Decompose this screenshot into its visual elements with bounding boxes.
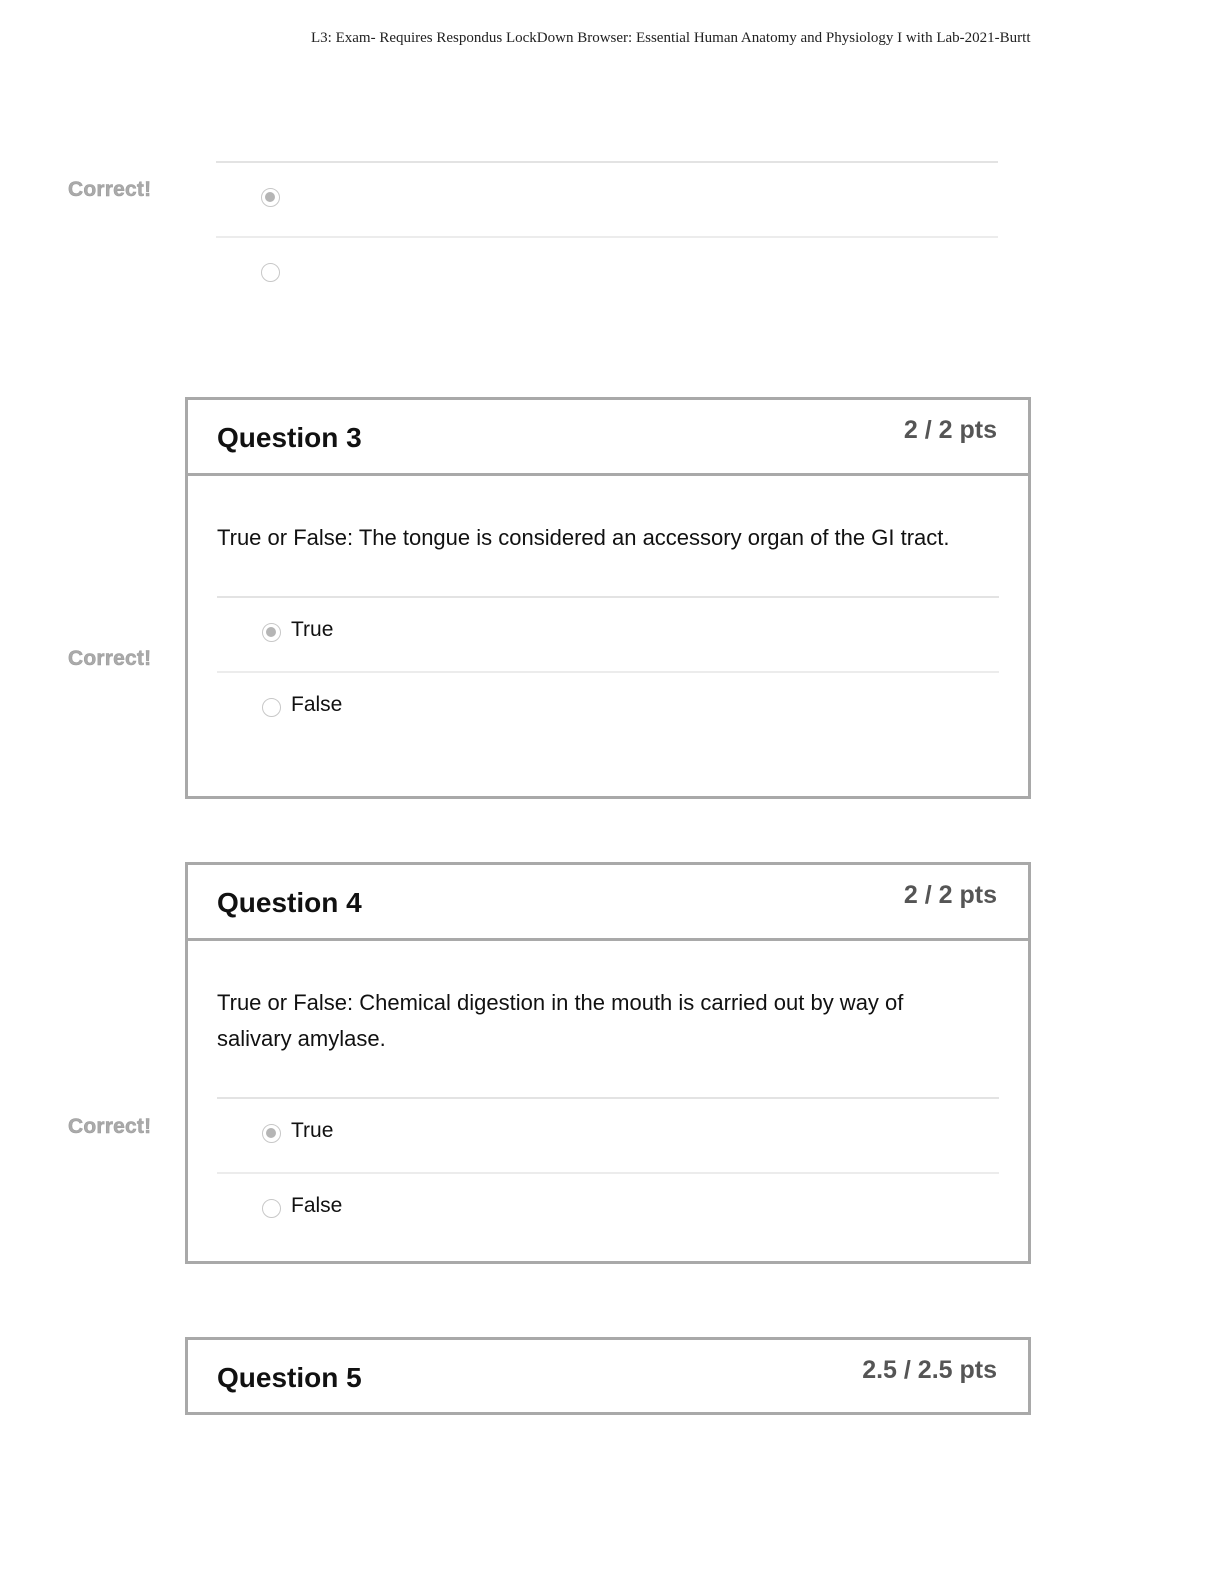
question-header	[188, 865, 1028, 941]
answer-label: False	[291, 1194, 343, 1217]
question-text: True or False: Chemical digestion in the mouth is carried out by way of salivary amylase.	[217, 990, 904, 1051]
radio-unselected-icon[interactable]	[262, 1199, 281, 1218]
answer-option-false[interactable]	[217, 1172, 999, 1247]
question-title: Question 5	[217, 1362, 362, 1393]
question-text: True or False: The tongue is considered an accessory organ of the GI tract.	[217, 525, 950, 550]
page-header-title: L3: Exam- Requires Respondus LockDown Browser: Essential Human Anatomy and Physiology I with Lab-2021-Burtt	[311, 30, 1031, 46]
question-points: 2.5 / 2.5 pts	[862, 1356, 997, 1384]
question-points: 2 / 2 pts	[903, 881, 997, 909]
answer-label: True	[291, 618, 334, 641]
answer-option-true[interactable]	[217, 1097, 999, 1172]
question-card-3	[185, 397, 1031, 799]
answer-label: True	[291, 1119, 334, 1142]
question-title: Question 4	[217, 887, 362, 918]
question-card-4	[185, 862, 1031, 1264]
question-card-5	[185, 1337, 1031, 1415]
radio-selected-icon[interactable]	[261, 188, 280, 207]
question-header	[188, 400, 1028, 476]
radio-unselected-icon[interactable]	[261, 263, 280, 282]
question-title: Question 3	[217, 422, 362, 453]
answer-option-true[interactable]	[217, 596, 999, 671]
radio-selected-icon[interactable]	[262, 1124, 281, 1143]
question-body	[188, 476, 1028, 776]
radio-selected-icon[interactable]	[262, 623, 281, 642]
question-body	[188, 941, 1028, 1277]
correct-label: Correct!	[68, 178, 152, 201]
previous-question-answers	[216, 161, 998, 311]
radio-unselected-icon[interactable]	[262, 698, 281, 717]
correct-label: Correct!	[68, 647, 152, 670]
correct-label: Correct!	[68, 1115, 152, 1138]
answer-option-false[interactable]	[217, 671, 999, 746]
question-header	[188, 1340, 1028, 1412]
answer-label: False	[291, 693, 343, 716]
answer-option[interactable]	[216, 236, 998, 311]
answer-option[interactable]	[216, 161, 998, 236]
question-points: 2 / 2 pts	[903, 416, 997, 444]
